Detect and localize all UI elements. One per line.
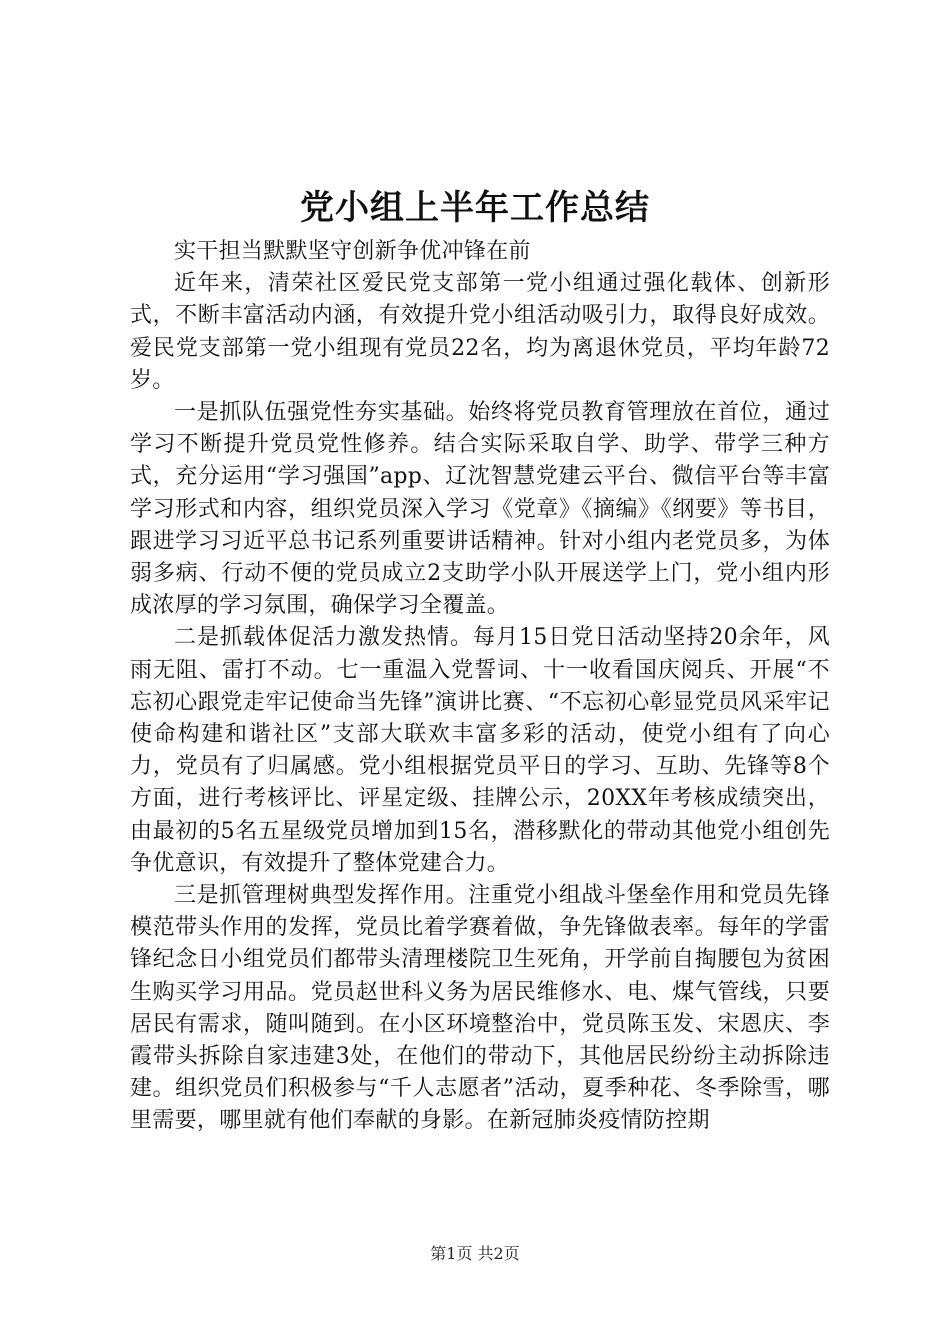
document-title: 党小组上半年工作总结 xyxy=(300,188,650,228)
document-body xyxy=(130,236,830,1138)
paragraph-management: 三是抓管理树典型发挥作用。注重党小组战斗堡垒作用和党员先锋模范带头作用的发挥，党员比着学赛着做，争先锋做表率。每年的学雷锋纪念日小组党员们都带头清理楼院卫生死角，开学前自掏腰包为贫困生购买学习用品。党员赵世科义务为居民维修水、电、煤气管线，只要居民有需求，随叫随到。在小区环境整治中，党员陈玉发、宋恩庆、李霞带头拆除自家违建3处，在他们的带动下，其他居民纷纷主动拆除违建。组织党员们积极参与“千人志愿者”活动，夏季种花、冬季除雪，哪里需要，哪里就有他们奉献的身影。在新冠肺炎疫情防控期 xyxy=(130,883,830,1134)
paragraph-intro: 近年来，清荣社区爱民党支部第一党小组通过强化载体、创新形式，不断丰富活动内涵，有效提升党小组活动吸引力，取得良好成效。爱民党支部第一党小组现有党员22名，均为离退休党员，平均年龄72岁。 xyxy=(130,271,830,393)
paragraph-activities: 二是抓载体促活力激发热情。每月15日党日活动坚持20余年，风雨无阻、雷打不动。七一重温入党誓词、十一收看国庆阅兵、开展“不忘初心跟党走牢记使命当先锋”演讲比赛、“不忘初心彰显党员风采牢记使命构建和谐社区”支部大联欢丰富多彩的活动，使党小组有了向心力，党员有了归属感。党小组根据党员平日的学习、互助、先锋等8个方面，进行考核评比、评星定级、挂牌公示，20XX年考核成绩突出，由最初的5名五星级党员增加到15名，潜移默化的带动其他党小组创先争优意识，有效提升了整体党建合力。 xyxy=(130,625,830,876)
paragraph-team-building: 一是抓队伍强党性夯实基础。始终将党员教育管理放在首位，通过学习不断提升党员党性修养。结合实际采取自学、助学、带学三种方式，充分运用“学习强国”app、辽沈智慧党建云平台、微信平台等丰富学习形式和内容，组织党员深入学习《党章》《摘编》《纲要》等书目，跟进学习习近平总书记系列重要讲话精神。针对小组内老党员多，为体弱多病、行动不便的党员成立2支助学小队开展送学上门，党小组内形成浓厚的学习氛围，确保学习全覆盖。 xyxy=(130,400,830,619)
document-subtitle: 实干担当默默坚守创新争优冲锋在前 xyxy=(174,239,531,264)
page-number-footer: 第1页 共2页 xyxy=(430,1244,520,1263)
